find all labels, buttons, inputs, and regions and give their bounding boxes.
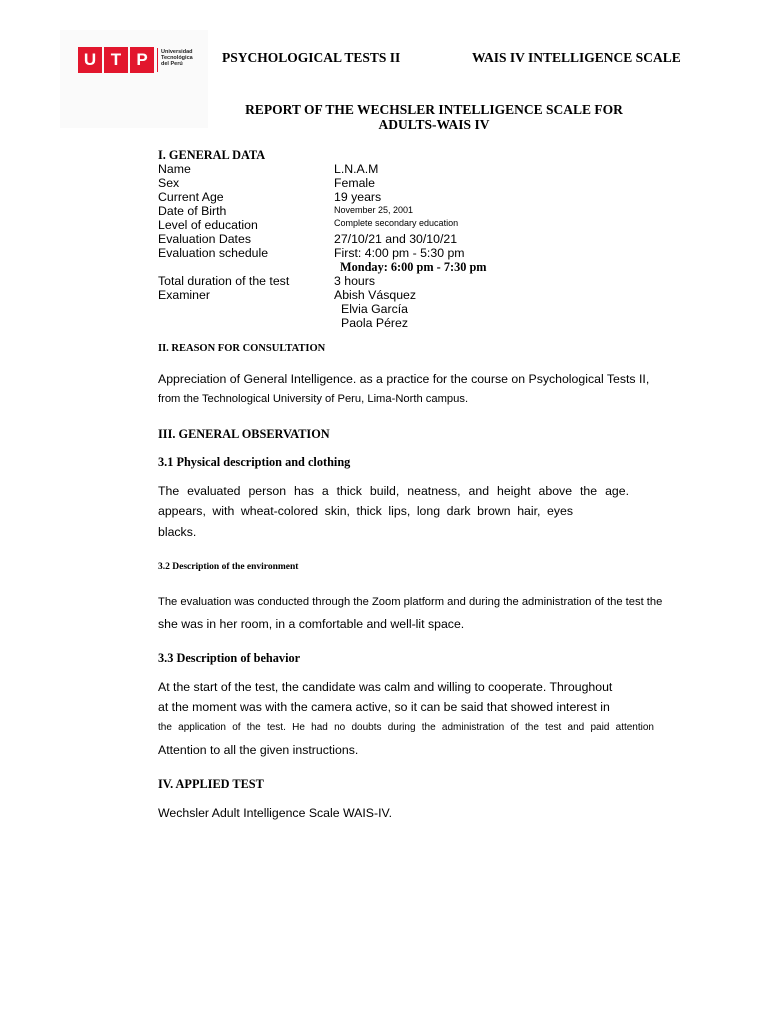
behavior-heading: 3.3 Description of behavior [158, 651, 301, 665]
behavior-text: At the start of the test, the candidate was calm and willing to cooperate. Throughout [158, 680, 613, 694]
header-course: PSYCHOLOGICAL TESTS II [222, 50, 401, 65]
field-value: 19 years [334, 190, 382, 204]
physical-text: appears, with wheat-colored skin, thick lips, long dark brown hair, eyes [158, 504, 573, 518]
logo-line: Tecnológica [161, 55, 193, 62]
logo-letter-p: P [130, 47, 154, 73]
field-label: Date of Birth [158, 204, 227, 218]
observation-heading: III. GENERAL OBSERVATION [158, 427, 330, 441]
field-value: Monday: 6:00 pm - 7:30 pm [340, 260, 487, 274]
logo-line: del Perú [161, 61, 183, 68]
field-value: Complete secondary education [334, 218, 459, 228]
environment-text: The evaluation was conducted through the Zoom platform and during the administration of the test the [158, 596, 663, 608]
header-scale: WAIS IV INTELLIGENCE SCALE [472, 50, 681, 65]
logo-letter-t: T [104, 47, 128, 73]
field-label: Evaluation schedule [158, 246, 269, 260]
general-data-heading: I. GENERAL DATA [158, 148, 266, 162]
environment-heading: 3.2 Description of the environment [158, 562, 299, 572]
report-title-line: ADULTS-WAIS IV [378, 117, 490, 132]
behavior-text: the application of the test. He had no doubts during the administration of the test and paid attention [158, 722, 654, 733]
field-label: Evaluation Dates [158, 232, 251, 246]
field-label: Sex [158, 176, 180, 190]
applied-test-heading: IV. APPLIED TEST [158, 777, 264, 791]
physical-text: The evaluated person has a thick build, neatness, and height above the age. [158, 484, 629, 498]
field-label: Total duration of the test [158, 274, 290, 288]
report-title-line: REPORT OF THE WECHSLER INTELLIGENCE SCALE FOR [245, 102, 623, 117]
report-title [0, 102, 768, 132]
reason-text: from the Technological University of Peru, Lima-North campus. [158, 393, 469, 405]
field-label: Examiner [158, 288, 210, 302]
field-value: Abish Vásquez [334, 288, 417, 302]
logo-divider [157, 48, 158, 72]
field-label: Level of education [158, 218, 258, 232]
behavior-text: at the moment was with the camera active, so it can be said that showed interest in [158, 700, 610, 714]
logo-line: Universidad [161, 49, 193, 55]
reason-heading: II. REASON FOR CONSULTATION [158, 343, 326, 354]
physical-heading: 3.1 Physical description and clothing [158, 455, 351, 469]
physical-text: blacks. [158, 525, 197, 539]
applied-test-text: Wechsler Adult Intelligence Scale WAIS-IV. [158, 806, 392, 820]
logo-letter-u: U [78, 47, 102, 73]
logo-letters [78, 47, 154, 73]
field-value: 3 hours [334, 274, 376, 288]
reason-text: Appreciation of General Intelligence. as a practice for the course on Psychological Tests II, [158, 372, 650, 386]
logo-university-name [161, 49, 193, 68]
field-value: November 25, 2001 [334, 205, 414, 215]
environment-text: she was in her room, in a comfortable and well-lit space. [158, 617, 465, 631]
behavior-text: Attention to all the given instructions. [158, 743, 359, 757]
field-value: L.N.A.M [334, 162, 379, 176]
field-value: First: 4:00 pm - 5:30 pm [334, 246, 465, 260]
field-value: Paola Pérez [341, 316, 408, 330]
field-value: Female [334, 176, 376, 190]
field-label: Current Age [158, 190, 224, 204]
field-label: Name [158, 162, 191, 176]
field-value: Elvia García [341, 302, 408, 316]
field-value: 27/10/21 and 30/10/21 [334, 232, 458, 246]
